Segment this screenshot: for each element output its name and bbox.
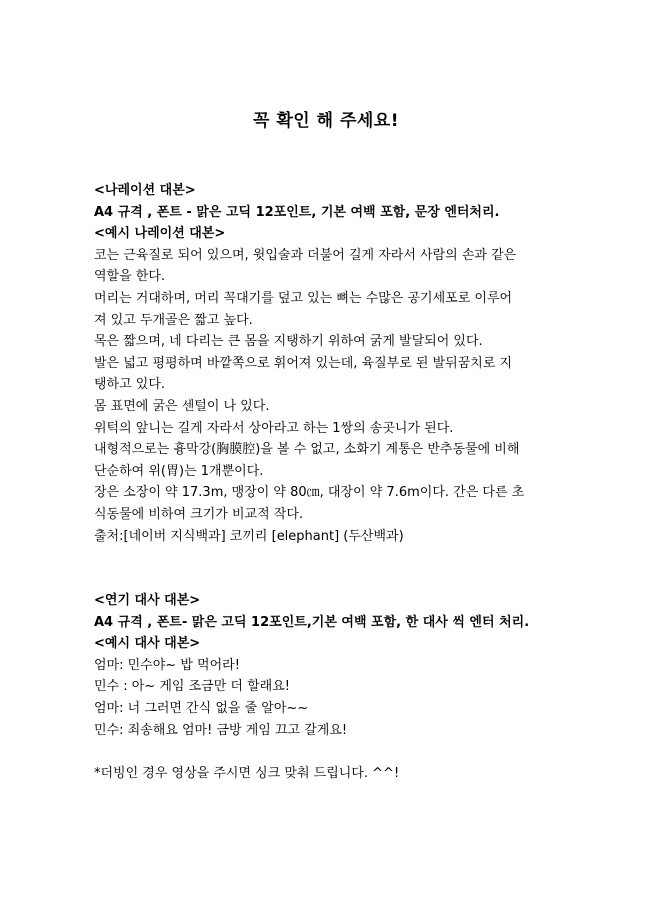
narration-line-6: 발은 넓고 평평하며 바깥쪽으로 휘어져 있는데, 육질부로 된 발뒤꿈치로 지 (94, 355, 513, 371)
narration-spec: A4 규격 , 폰트 - 맑은 고딕 12포인트, 기본 여백 포함, 문장 엔터처리. (94, 204, 500, 220)
acting-line-1: 엄마: 민수야~ 밥 먹어라! (94, 657, 240, 673)
acting-line-2: 민수 : 아~ 게임 조금만 더 할래요! (94, 679, 290, 695)
narration-line-8: 몸 표면에 굵은 센털이 나 있다. (94, 398, 270, 414)
narration-line-3: 머리는 거대하며, 머리 꼭대기를 덮고 있는 뼈는 수많은 공기세포로 이루어 (94, 290, 513, 306)
narration-source: 출처:[네이버 지식백과] 코끼리 [elephant] (두산백과) (94, 528, 404, 544)
narration-line-7: 탱하고 있다. (94, 377, 166, 393)
narration-line-1: 코는 근육질로 되어 있으며, 윗입술과 더불어 길게 자라서 사람의 손과 같은 (94, 247, 517, 263)
narration-line-9: 위턱의 앞니는 길게 자라서 상아라고 하는 1쌍의 송곳니가 된다. (94, 420, 454, 436)
acting-line-3: 엄마: 너 그러면 간식 없을 줄 알아~~ (94, 701, 309, 717)
acting-header: <연기 대사 대본> (94, 593, 201, 609)
narration-header: <나레이션 대본> (94, 183, 196, 198)
narration-line-2: 역할을 한다. (94, 269, 166, 285)
footnote-spacer (94, 741, 562, 763)
narration-line-4: 져 있고 두개골은 짧고 높다. (94, 312, 253, 328)
acting-example-header: <예시 대사 대본> (94, 636, 201, 652)
narration-line-10: 내형적으로는 흉막강(胸膜腔)을 볼 수 없고, 소화기 계통은 반추동물에 비해 (94, 442, 520, 458)
narration-line-12: 장은 소장이 약 17.3m, 맹장이 약 80㎝, 대장이 약 7.6m이다. 간은 다른 초 (94, 485, 525, 501)
narration-line-5: 목은 짧으며, 네 다리는 큰 몸을 지탱하기 위하여 굵게 발달되어 있다. (94, 334, 483, 350)
section-spacer (94, 547, 562, 590)
narration-line-11: 단순하여 위(胃)는 1개뿐이다. (94, 463, 264, 479)
document-body (94, 180, 562, 784)
acting-spec: A4 규격 , 폰트- 맑은 고딕 12포인트,기본 여백 포함, 한 대사 씩 엔터 처리. (94, 614, 530, 630)
dubbing-footnote: *더빙인 경우 영상을 주시면 싱크 맞춰 드립니다. ^^! (94, 765, 400, 781)
page-title: 꼭 확인 해 주세요! (253, 111, 399, 131)
narration-line-13: 식동물에 비하여 크기가 비교적 작다. (94, 506, 304, 522)
acting-line-4: 민수: 죄송해요 엄마! 금방 게임 끄고 갈게요! (94, 722, 348, 738)
narration-example-header: <예시 나레이션 대본> (94, 226, 226, 242)
